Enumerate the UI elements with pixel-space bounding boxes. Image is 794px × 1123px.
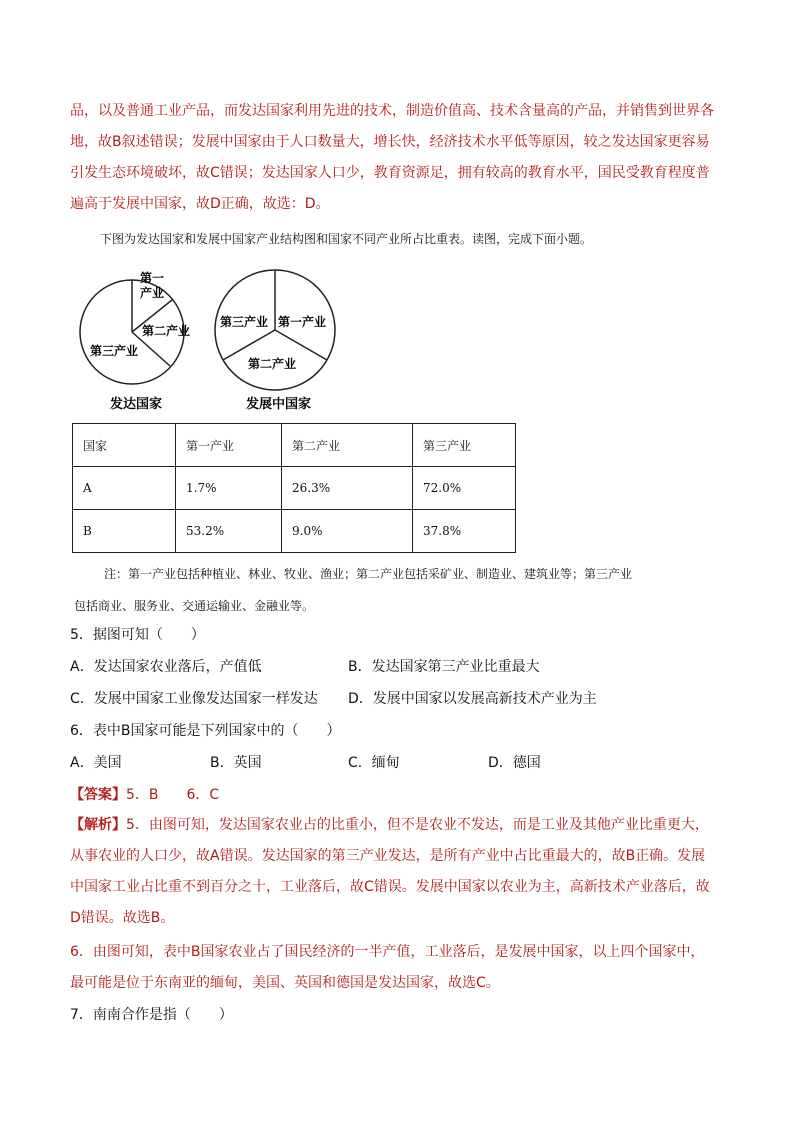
q5-stem: 5．据图可知（ ）: [70, 627, 205, 643]
table-cell: B: [73, 510, 176, 553]
top-line-1: 品，以及普通工业产品，而发达国家利用先进的技术，制造价值高、技术含量高的产品，并销售到世界各: [70, 103, 714, 119]
dev-title: 发达国家: [110, 397, 163, 412]
table-row: [73, 510, 516, 553]
table-cell: 1.7%: [176, 467, 282, 510]
top-line-2: 地，故B叙述错误；发展中国家由于人口数量大，增长快，经济技术水平低等原因，较之发达国家更容易: [70, 134, 710, 150]
analysis-line-3: 中国家工业占比重不到百分之十，工业落后，故C错误。发展中国家以农业为主，高新技术产业落后，故: [70, 879, 710, 895]
q6-option-b: B．英国: [210, 755, 262, 771]
table-note: [74, 558, 724, 622]
top-explanation: [70, 96, 730, 220]
analysis-tag: 【解析】: [70, 817, 126, 833]
top-line-3: 引发生态环境破坏，故C错误；发达国家人口少，教育资源足，拥有较高的教育水平，国民受教育程度普: [70, 165, 710, 181]
table-header-row: [73, 424, 516, 467]
pie-charts: [70, 260, 350, 420]
note-line-2: 包括商业、服务业、交通运输业、金融业等。: [74, 599, 315, 613]
analysis-q6-line-2: 最可能是位于东南亚的缅甸，美国、英国和德国是发达国家，故选C。: [70, 975, 500, 991]
analysis-line-1-text: 5．由图可知，发达国家农业占的比重小，但不是农业不发达，而是工业及其他产业比重更大，: [126, 817, 709, 833]
table-header-cell: 第三产业: [413, 424, 516, 467]
table-cell: 53.2%: [176, 510, 282, 553]
q6-stem: 6．表中B国家可能是下列国家中的（ ）: [70, 723, 341, 739]
industry-table: [72, 423, 516, 553]
ing-label-secondary: 第二产业: [248, 357, 297, 371]
q5-option-a: A．发达国家农业落后，产值低: [70, 659, 262, 675]
q5-option-c: C．发展中国家工业像发达国家一样发达: [70, 691, 318, 707]
ing-label-tertiary: 第三产业: [220, 315, 269, 329]
intro-text: 下图为发达国家和发展中国家产业结构图和国家不同产业所占比重表。读图，完成下面小题。: [100, 232, 593, 246]
table-header-cell: 国家: [73, 424, 176, 467]
ing-slice-boundary-2: [223, 330, 275, 360]
answer-text: 5．B 6．C: [126, 787, 220, 803]
ing-slice-boundary-3: [275, 330, 327, 360]
q5-option-b: B．发达国家第三产业比重最大: [348, 659, 540, 675]
table-cell: 26.3%: [282, 467, 413, 510]
table-header-cell: 第一产业: [176, 424, 282, 467]
q6-option-d: D．德国: [488, 755, 541, 771]
table-header-cell: 第二产业: [282, 424, 413, 467]
analysis-q6-line-1: 6．由图可知，表中B国家农业占了国民经济的一半产值，工业落后，是发展中国家，以上四个国家中，: [70, 944, 705, 960]
top-line-4: 遍高于发展中国家，故D正确，故选：D。: [70, 196, 330, 212]
analysis-q5: [70, 810, 730, 934]
table-cell: 72.0%: [413, 467, 516, 510]
dev-label-primary-2: 产业: [140, 286, 165, 300]
answer-line: [70, 784, 219, 804]
dev-label-primary-1: 第一: [140, 271, 165, 285]
ing-label-primary: 第一产业: [278, 315, 327, 329]
dev-label-tertiary: 第三产业: [90, 344, 139, 358]
table-cell: 37.8%: [413, 510, 516, 553]
analysis-line-4: D错误。故选B。: [70, 910, 175, 926]
analysis-q6: [70, 937, 730, 999]
q7-stem: 7．南南合作是指（ ）: [70, 1007, 233, 1023]
q6-option-a: A．美国: [70, 755, 122, 771]
note-line-1: 注：第一产业包括种植业、林业、牧业、渔业；第二产业包括采矿业、制造业、建筑业等；第三产业: [104, 567, 633, 581]
answer-tag: 【答案】: [70, 787, 126, 803]
q6-option-c: C．缅甸: [348, 755, 400, 771]
analysis-line-1: [70, 810, 730, 841]
analysis-line-2: 从事农业的人口少，故A错误。发达国家的第三产业发达，是所有产业中占比重最大的，故B正确。发展: [70, 848, 706, 864]
table-row: [73, 467, 516, 510]
table-cell: 9.0%: [282, 510, 413, 553]
dev-label-secondary: 第二产业: [142, 324, 191, 338]
table-cell: A: [73, 467, 176, 510]
q5-option-d: D．发展中国家以发展高新技术产业为主: [348, 691, 597, 707]
ing-title: 发展中国家: [246, 397, 312, 412]
